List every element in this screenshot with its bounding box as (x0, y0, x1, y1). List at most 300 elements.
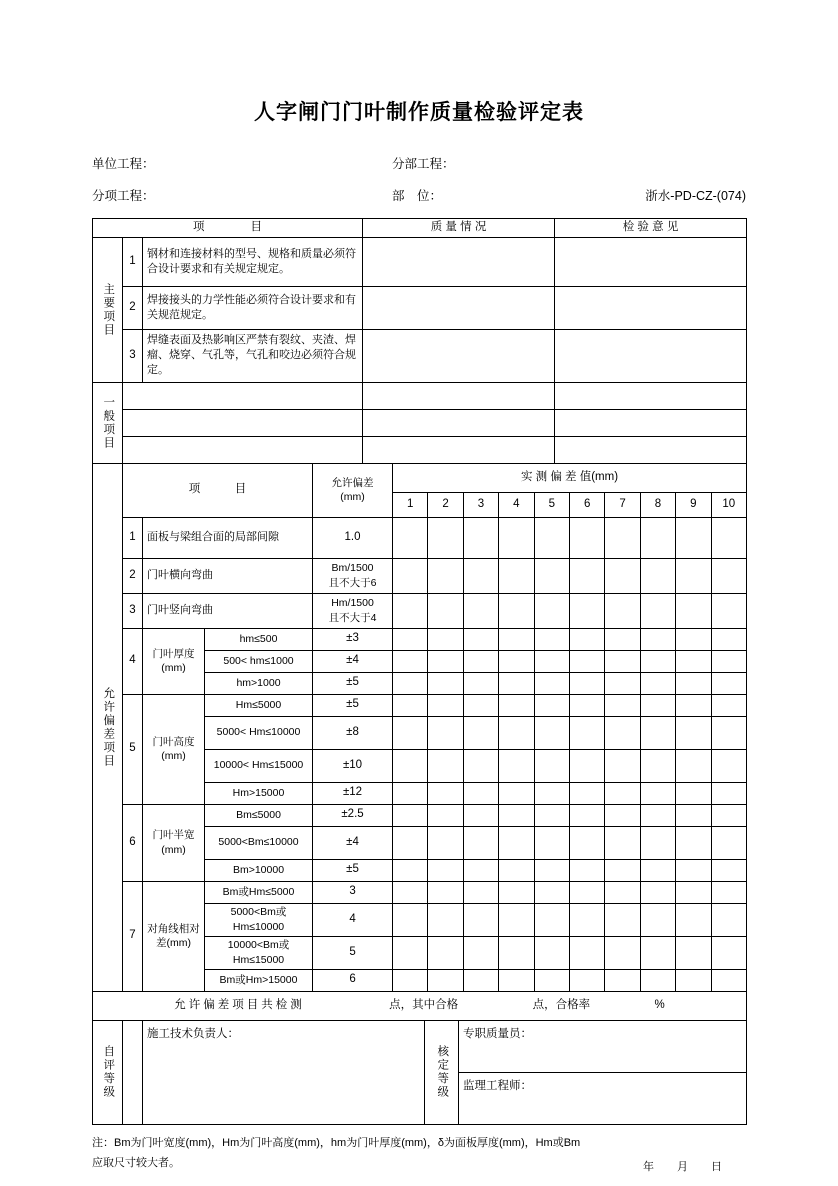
col-quality-header: 质 量 情 况 (363, 219, 555, 238)
row-sub: Bm或Hm>15000 (205, 969, 313, 991)
measure-cell[interactable] (569, 650, 604, 672)
measure-cell[interactable] (534, 881, 569, 903)
quality-input-cell[interactable] (363, 286, 555, 329)
row-sub: Hm>15000 (205, 782, 313, 804)
tech-leader-cell[interactable]: 施工技术负责人： (143, 1020, 425, 1124)
measure-cell[interactable] (569, 826, 604, 859)
measure-cell[interactable] (499, 593, 534, 628)
row-no: 3 (123, 593, 143, 628)
header-row-1 (92, 154, 746, 172)
measure-cell[interactable] (463, 936, 498, 969)
table-row (93, 628, 747, 650)
measure-cell[interactable] (711, 749, 746, 782)
measure-cell[interactable] (640, 593, 675, 628)
measure-cell[interactable] (393, 881, 428, 903)
table-row (93, 804, 747, 826)
row-sub: hm≤500 (205, 628, 313, 650)
measure-cell[interactable] (428, 558, 463, 593)
header-row-2 (92, 186, 746, 204)
measure-col-1: 1 (393, 492, 428, 517)
row-tolerance: 5 (313, 936, 393, 969)
row-sub: Bm≤5000 (205, 804, 313, 826)
group-main-label: 主要项目 (102, 282, 115, 337)
table-row (93, 237, 747, 286)
measure-cell[interactable] (569, 881, 604, 903)
measure-col-5: 5 (534, 492, 569, 517)
measure-col-6: 6 (569, 492, 604, 517)
opinion-input-cell[interactable] (555, 286, 747, 329)
measure-cell[interactable] (534, 593, 569, 628)
footnote-line-1: 注：Bm为门叶宽度(mm)，Hm为门叶高度(mm)，hm为门叶厚度(mm)，δ为面板厚度(mm)，Hm或Bm (92, 1136, 581, 1149)
measure-cell[interactable] (605, 826, 640, 859)
measure-col-8: 8 (640, 492, 675, 517)
tolerance-header-row-1 (93, 463, 747, 492)
measure-cell[interactable] (428, 881, 463, 903)
measure-cell[interactable] (640, 716, 675, 749)
footnote (92, 1133, 746, 1175)
measure-cell[interactable] (711, 593, 746, 628)
row-tolerance: ±4 (313, 650, 393, 672)
measure-cell[interactable] (640, 804, 675, 826)
measure-cell[interactable] (393, 716, 428, 749)
measure-cell[interactable] (711, 650, 746, 672)
row-group-name: 门叶高度(mm) (143, 694, 205, 804)
form-header (92, 126, 746, 204)
row-no: 5 (123, 694, 143, 804)
row-sub: 5000< Hm≤10000 (205, 716, 313, 749)
measure-cell[interactable] (569, 716, 604, 749)
tolerance-line2: 且不大于4 (328, 611, 377, 624)
measure-cell[interactable] (640, 628, 675, 650)
measure-cell[interactable] (676, 969, 711, 991)
measure-cell[interactable] (605, 672, 640, 694)
quality-input-cell[interactable] (363, 329, 555, 382)
group-general-items (93, 382, 123, 463)
measure-cell[interactable] (428, 650, 463, 672)
measure-cell[interactable] (393, 804, 428, 826)
supervisor-cell[interactable]: 监理工程师： (459, 1072, 747, 1124)
measure-cell[interactable] (428, 517, 463, 558)
measure-cell[interactable] (605, 558, 640, 593)
measure-cell[interactable] (640, 826, 675, 859)
measure-cell[interactable] (676, 628, 711, 650)
measure-cell[interactable] (676, 558, 711, 593)
table-row (93, 382, 747, 409)
measure-cell[interactable] (393, 859, 428, 881)
item-no: 3 (123, 329, 143, 382)
row-group-name: 对角线相对差(mm) (143, 881, 205, 991)
row-tolerance: ±10 (313, 749, 393, 782)
table-row (93, 286, 747, 329)
measure-cell[interactable] (569, 969, 604, 991)
measure-cell[interactable] (534, 969, 569, 991)
measure-cell[interactable] (463, 716, 498, 749)
measure-cell[interactable] (534, 782, 569, 804)
measure-cell[interactable] (676, 749, 711, 782)
measure-cell[interactable] (463, 672, 498, 694)
measure-cell[interactable] (534, 859, 569, 881)
measure-cell[interactable] (499, 859, 534, 881)
measure-cell[interactable] (640, 881, 675, 903)
measure-cell[interactable] (711, 969, 746, 991)
measure-cell[interactable] (534, 804, 569, 826)
measure-cell[interactable] (569, 903, 604, 936)
measure-col-7: 7 (605, 492, 640, 517)
measure-cell[interactable] (534, 936, 569, 969)
tolerance-line1: Bm/1500 (331, 562, 374, 575)
measure-cell[interactable] (569, 936, 604, 969)
measure-cell[interactable] (463, 859, 498, 881)
opinion-input-cell[interactable] (555, 237, 747, 286)
measure-cell[interactable] (605, 628, 640, 650)
item-text: 焊接接头的力学性能必须符合设计要求和有关规范规定。 (143, 286, 363, 329)
measure-cell[interactable] (428, 782, 463, 804)
measure-cell[interactable] (428, 672, 463, 694)
table-row (93, 409, 747, 436)
measure-cell[interactable] (605, 859, 640, 881)
quality-input-cell[interactable] (363, 237, 555, 286)
measure-cell[interactable] (499, 558, 534, 593)
measure-cell[interactable] (499, 936, 534, 969)
measure-cell[interactable] (499, 672, 534, 694)
row-tolerance: ±3 (313, 628, 393, 650)
measure-cell[interactable] (428, 694, 463, 716)
row-no: 7 (123, 881, 143, 991)
row-sub: 10000< Hm≤15000 (205, 749, 313, 782)
measure-cell[interactable] (499, 782, 534, 804)
group-general-label: 一般项目 (102, 395, 115, 450)
measure-cell[interactable] (428, 859, 463, 881)
row-no: 1 (123, 517, 143, 558)
opinion-input-cell[interactable] (555, 409, 747, 436)
summary-row (93, 991, 747, 1020)
row-sub: 5000<Bm≤10000 (205, 826, 313, 859)
measure-cell[interactable] (463, 694, 498, 716)
measure-cell[interactable] (676, 804, 711, 826)
self-grade-label: 自评等级 (102, 1045, 115, 1100)
row-tolerance (313, 593, 393, 628)
measure-cell[interactable] (711, 558, 746, 593)
measure-col-9: 9 (676, 492, 711, 517)
table-row (93, 436, 747, 463)
measure-cell[interactable] (499, 517, 534, 558)
measure-cell[interactable] (569, 782, 604, 804)
measure-cell[interactable] (428, 969, 463, 991)
measure-cell[interactable] (393, 826, 428, 859)
measure-cell[interactable] (711, 881, 746, 903)
general-item-cell[interactable] (123, 436, 363, 463)
measure-cell[interactable] (605, 694, 640, 716)
measure-cell[interactable] (393, 650, 428, 672)
measure-cell[interactable] (534, 517, 569, 558)
measure-cell[interactable] (428, 826, 463, 859)
measure-cell[interactable] (393, 628, 428, 650)
measure-cell[interactable] (569, 558, 604, 593)
measure-cell[interactable] (499, 749, 534, 782)
col-opinion-header: 检 验 意 见 (555, 219, 747, 238)
table-header-row (93, 219, 747, 238)
row-name: 门叶竖向弯曲 (143, 593, 313, 628)
row-no: 2 (123, 558, 143, 593)
row-tolerance: ±4 (313, 826, 393, 859)
measure-cell[interactable] (676, 782, 711, 804)
opinion-input-cell[interactable] (555, 436, 747, 463)
measure-cell[interactable] (676, 593, 711, 628)
measure-cell[interactable] (569, 859, 604, 881)
measure-cell[interactable] (393, 936, 428, 969)
measure-cell[interactable] (428, 593, 463, 628)
measure-col-2: 2 (428, 492, 463, 517)
group-tolerance-label: 允许偏差项目 (102, 686, 115, 768)
measure-cell[interactable] (711, 628, 746, 650)
measure-cell[interactable] (711, 903, 746, 936)
measure-cell[interactable] (569, 672, 604, 694)
measure-cell[interactable] (605, 593, 640, 628)
row-tolerance: 3 (313, 881, 393, 903)
self-grade-value-cell[interactable] (123, 1020, 143, 1124)
measure-cell[interactable] (676, 903, 711, 936)
measure-cell[interactable] (463, 903, 498, 936)
measure-cell[interactable] (499, 826, 534, 859)
measure-cell[interactable] (499, 903, 534, 936)
col-tolerance-header (313, 463, 393, 517)
measure-cell[interactable] (499, 881, 534, 903)
measure-cell[interactable] (463, 969, 498, 991)
measure-cell[interactable] (605, 804, 640, 826)
measure-cell[interactable] (463, 826, 498, 859)
measure-cell[interactable] (463, 650, 498, 672)
row-tolerance: ±8 (313, 716, 393, 749)
measure-cell[interactable] (428, 903, 463, 936)
measure-cell[interactable] (393, 593, 428, 628)
measure-cell[interactable] (605, 782, 640, 804)
measure-cell[interactable] (640, 650, 675, 672)
measure-cell[interactable] (676, 716, 711, 749)
measure-cell[interactable] (393, 517, 428, 558)
section-project-label: 分部工程： (392, 157, 455, 171)
measure-cell[interactable] (711, 804, 746, 826)
position-label: 部 位： (392, 189, 443, 203)
measure-cell[interactable] (463, 628, 498, 650)
measure-cell[interactable] (711, 716, 746, 749)
measure-cell[interactable] (569, 628, 604, 650)
row-sub: 500< hm≤1000 (205, 650, 313, 672)
measure-cell[interactable] (640, 558, 675, 593)
signature-date: 年 月 日 (643, 1160, 728, 1173)
opinion-input-cell[interactable] (555, 382, 747, 409)
measure-cell[interactable] (676, 694, 711, 716)
tolerance-header-line2: (mm) (340, 491, 365, 504)
measure-cell[interactable] (640, 936, 675, 969)
footnote-line-2: 应取尺寸较大者。 (92, 1157, 180, 1170)
measure-cell[interactable] (463, 593, 498, 628)
measure-cell[interactable] (640, 969, 675, 991)
opinion-input-cell[interactable] (555, 329, 747, 382)
signoff-row (93, 1020, 747, 1072)
measure-cell[interactable] (711, 936, 746, 969)
item-no: 2 (123, 286, 143, 329)
row-group-name: 门叶厚度(mm) (143, 628, 205, 694)
row-tolerance (313, 558, 393, 593)
table-row (93, 517, 747, 558)
measure-cell[interactable] (640, 782, 675, 804)
measure-cell[interactable] (393, 558, 428, 593)
summary-table (92, 991, 747, 1021)
measure-cell[interactable] (711, 694, 746, 716)
measure-cell[interactable] (569, 804, 604, 826)
measure-cell[interactable] (393, 694, 428, 716)
group-tolerance-items (93, 463, 123, 991)
measure-cell[interactable] (676, 859, 711, 881)
measure-cell[interactable] (605, 650, 640, 672)
measure-cell[interactable] (605, 749, 640, 782)
item-text: 钢材和连接材料的型号、规格和质量必须符合设计要求和有关规定规定。 (143, 237, 363, 286)
signoff-table (92, 1020, 747, 1125)
measure-cell[interactable] (499, 804, 534, 826)
measure-cell[interactable] (676, 826, 711, 859)
measure-cell[interactable] (499, 628, 534, 650)
quality-input-cell[interactable] (363, 436, 555, 463)
measure-cell[interactable] (640, 672, 675, 694)
measure-cell[interactable] (711, 672, 746, 694)
measure-cell[interactable] (711, 517, 746, 558)
summary-suffix: % (654, 998, 665, 1011)
form-code: 浙水-PD-CZ-(074) (645, 189, 746, 203)
measure-cell[interactable] (534, 650, 569, 672)
row-tolerance: 4 (313, 903, 393, 936)
measure-cell[interactable] (605, 517, 640, 558)
measure-cell[interactable] (569, 694, 604, 716)
summary-cell (93, 991, 747, 1020)
measure-cell[interactable] (463, 558, 498, 593)
row-sub: Hm≤5000 (205, 694, 313, 716)
measure-cell[interactable] (569, 593, 604, 628)
measure-cell[interactable] (393, 782, 428, 804)
measure-cell[interactable] (428, 749, 463, 782)
measure-cell[interactable] (428, 936, 463, 969)
quality-input-cell[interactable] (363, 382, 555, 409)
row-tolerance: 6 (313, 969, 393, 991)
measure-cell[interactable] (605, 881, 640, 903)
row-name: 面板与梁组合面的局部间隙 (143, 517, 313, 558)
row-tolerance: ±2.5 (313, 804, 393, 826)
measure-cell[interactable] (534, 558, 569, 593)
measure-cell[interactable] (428, 628, 463, 650)
item-text: 焊缝表面及热影响区严禁有裂纹、夹渣、焊瘤、烧穿、气孔等，气孔和咬边必须符合规定。 (143, 329, 363, 382)
measure-cell[interactable] (534, 826, 569, 859)
measure-cell[interactable] (605, 969, 640, 991)
measure-cell[interactable] (569, 517, 604, 558)
measure-cell[interactable] (605, 936, 640, 969)
measure-cell[interactable] (569, 749, 604, 782)
sub-project-label: 分项工程： (92, 189, 155, 203)
measure-cell[interactable] (463, 517, 498, 558)
unit-project-label: 单位工程： (92, 157, 155, 171)
row-tolerance: ±5 (313, 694, 393, 716)
measure-cell[interactable] (711, 782, 746, 804)
measure-cell[interactable] (605, 716, 640, 749)
col-item-header: 项 目 (123, 463, 313, 517)
measure-cell[interactable] (499, 716, 534, 749)
measure-cell[interactable] (463, 804, 498, 826)
general-item-cell[interactable] (123, 382, 363, 409)
quality-officer-cell[interactable]: 专职质量员： (459, 1020, 747, 1072)
measure-cell[interactable] (499, 694, 534, 716)
tolerance-table (92, 463, 747, 992)
measure-cell[interactable] (534, 749, 569, 782)
verify-grade-label-cell (425, 1020, 459, 1124)
measure-cell[interactable] (676, 936, 711, 969)
measure-cell[interactable] (534, 694, 569, 716)
row-no: 4 (123, 628, 143, 694)
measure-cell[interactable] (711, 859, 746, 881)
measure-cell[interactable] (463, 749, 498, 782)
measure-cell[interactable] (640, 694, 675, 716)
table-row (93, 329, 747, 382)
quality-items-table (92, 218, 747, 464)
item-no: 1 (123, 237, 143, 286)
measure-cell[interactable] (463, 782, 498, 804)
measure-cell[interactable] (711, 826, 746, 859)
row-sub: hm>1000 (205, 672, 313, 694)
general-item-cell[interactable] (123, 409, 363, 436)
quality-input-cell[interactable] (363, 409, 555, 436)
measure-cell[interactable] (640, 859, 675, 881)
measure-cell[interactable] (499, 650, 534, 672)
measure-cell[interactable] (676, 881, 711, 903)
table-row (93, 694, 747, 716)
measure-cell[interactable] (499, 969, 534, 991)
measure-cell[interactable] (534, 672, 569, 694)
table-row (93, 593, 747, 628)
table-row (93, 558, 747, 593)
measure-cell[interactable] (640, 517, 675, 558)
row-sub: 10000<Bm或Hm≤15000 (205, 936, 313, 969)
measure-col-10: 10 (711, 492, 746, 517)
measure-cell[interactable] (676, 672, 711, 694)
measure-cell[interactable] (534, 628, 569, 650)
table-row (93, 881, 747, 903)
measure-cell[interactable] (640, 903, 675, 936)
row-group-name: 门叶半宽(mm) (143, 804, 205, 881)
summary-mid1: 点，其中合格 (389, 998, 459, 1011)
measure-cell[interactable] (676, 517, 711, 558)
measure-cell[interactable] (393, 749, 428, 782)
measure-cell[interactable] (393, 969, 428, 991)
measure-cell[interactable] (640, 749, 675, 782)
row-tolerance: ±5 (313, 859, 393, 881)
measure-cell[interactable] (534, 903, 569, 936)
measure-cell[interactable] (393, 903, 428, 936)
row-no: 6 (123, 804, 143, 881)
col-item-header: 项 目 (93, 219, 363, 238)
row-tolerance: ±12 (313, 782, 393, 804)
tolerance-line1: Hm/1500 (331, 597, 374, 610)
measure-cell[interactable] (393, 672, 428, 694)
summary-mid2: 点，合格率 (532, 998, 591, 1011)
measure-cell[interactable] (534, 716, 569, 749)
row-sub: Bm>10000 (205, 859, 313, 881)
measure-col-3: 3 (463, 492, 498, 517)
col-measured-header: 实 测 偏 差 值(mm) (393, 463, 747, 492)
verify-grade-label: 核定等级 (436, 1045, 449, 1100)
self-grade-label-cell (93, 1020, 123, 1124)
measure-cell[interactable] (428, 716, 463, 749)
measure-cell[interactable] (428, 804, 463, 826)
measure-cell[interactable] (463, 881, 498, 903)
measure-cell[interactable] (676, 650, 711, 672)
measure-cell[interactable] (605, 903, 640, 936)
